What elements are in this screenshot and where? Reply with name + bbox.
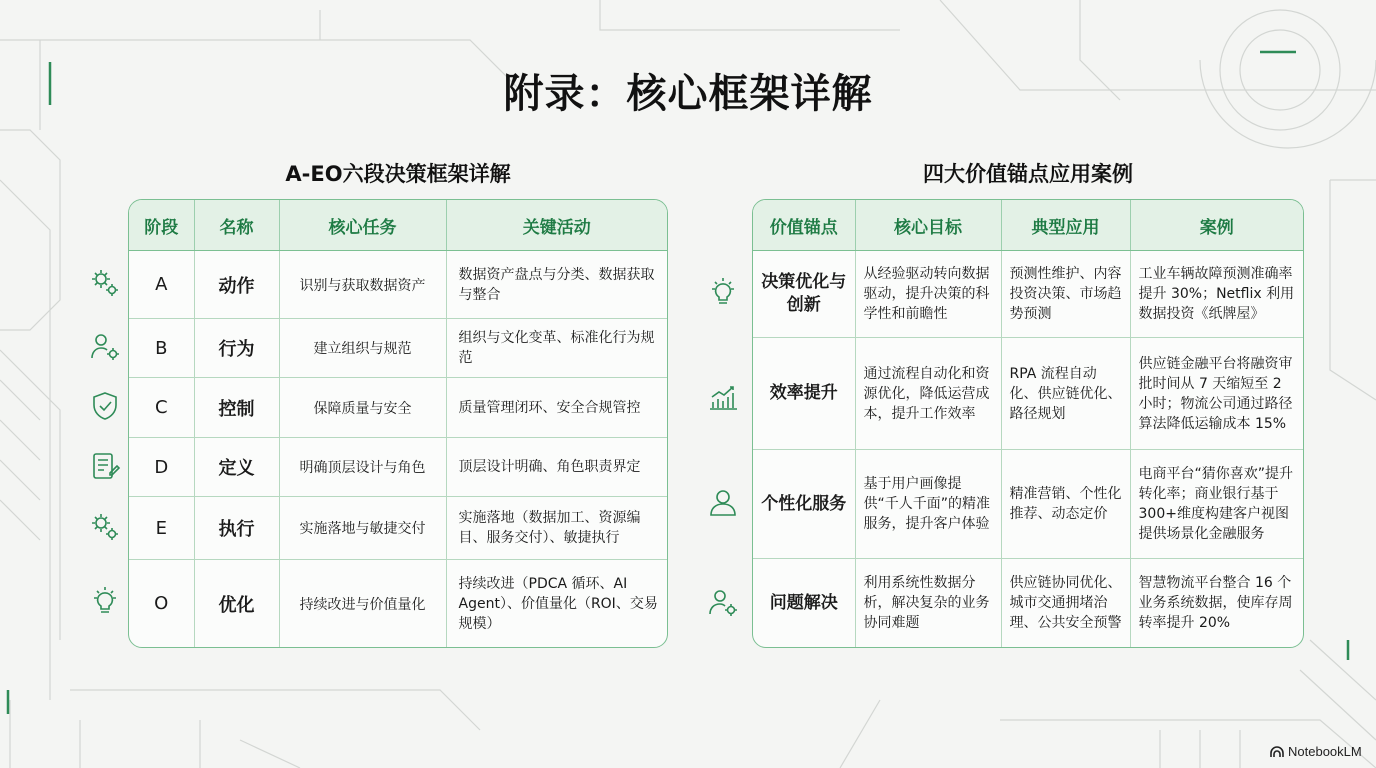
left-section-heading: A-EO六段决策框架详解 bbox=[285, 162, 511, 186]
user-icon bbox=[706, 486, 740, 520]
value-anchor: 效率提升 bbox=[753, 338, 855, 450]
table-row bbox=[129, 251, 667, 319]
key-activity: 质量管理闭环、安全合规管控 bbox=[446, 378, 667, 438]
shield-check-icon bbox=[88, 389, 122, 423]
case-example: 工业车辆故障预测准确率提升 30%；Netflix 利用数据投资《纸牌屋》 bbox=[1130, 251, 1303, 338]
table-row bbox=[129, 378, 667, 438]
stage-code: A bbox=[129, 251, 194, 319]
core-goal: 从经验驱动转向数据驱动，提升决策的科学性和前瞻性 bbox=[855, 251, 1001, 338]
table-row bbox=[753, 338, 1303, 450]
table-header: 阶段 bbox=[129, 200, 194, 251]
stage-code: C bbox=[129, 378, 194, 438]
aeo-framework-table bbox=[128, 199, 668, 648]
value-anchor: 个性化服务 bbox=[753, 450, 855, 559]
stage-code: D bbox=[129, 438, 194, 497]
stage-code: E bbox=[129, 497, 194, 560]
table-header: 名称 bbox=[194, 200, 279, 251]
key-activity: 数据资产盘点与分类、数据获取与整合 bbox=[446, 251, 667, 319]
value-anchor-table bbox=[752, 199, 1304, 648]
table-header: 案例 bbox=[1130, 200, 1303, 251]
bar-chart-icon bbox=[706, 380, 740, 414]
core-goal: 基于用户画像提供“千人千面”的精准服务，提升客户体验 bbox=[855, 450, 1001, 559]
stage-code: B bbox=[129, 319, 194, 378]
case-example: 智慧物流平台整合 16 个业务系统数据，使库存周转率提升 20% bbox=[1138, 575, 1293, 631]
table-header: 核心任务 bbox=[279, 200, 446, 251]
table-header: 关键活动 bbox=[446, 200, 667, 251]
document-edit-icon bbox=[88, 449, 122, 483]
core-goal: 通过流程自动化和资源优化，降低运营成本，提升工作效率 bbox=[855, 338, 1001, 450]
person-gear-icon bbox=[88, 330, 122, 364]
key-activity: 组织与文化变革、标准化行为规范 bbox=[446, 319, 667, 378]
lightbulb-gear-icon bbox=[88, 585, 122, 619]
page-title: 附录：核心框架详解 bbox=[503, 71, 873, 117]
stage-name: 定义 bbox=[194, 438, 279, 497]
table-row bbox=[129, 438, 667, 497]
gears-icon bbox=[88, 510, 122, 544]
stage-name: 控制 bbox=[194, 378, 279, 438]
stage-name: 动作 bbox=[194, 251, 279, 319]
stage-name: 优化 bbox=[194, 560, 279, 648]
core-task: 持续改进与价值量化 bbox=[279, 560, 446, 648]
typical-application: 预测性维护、内容投资决策、市场趋势预测 bbox=[1001, 251, 1130, 338]
core-goal: 利用系统性数据分析，解决复杂的业务协同难题 bbox=[855, 559, 1001, 648]
core-task: 明确顶层设计与角色 bbox=[279, 438, 446, 497]
case-example: 供应链金融平台将融资审批时间从 7 天缩短至 2 小时；物流公司通过路径算法降低运输成本 15% bbox=[1130, 338, 1303, 450]
key-activity: 持续改进（PDCA 循环、AI Agent）、价值量化（ROI、交易规模） bbox=[458, 575, 658, 632]
typical-application: 供应链协同优化、城市交通拥堵治理、公共安全预警 bbox=[1001, 559, 1130, 648]
lightbulb-icon bbox=[706, 276, 740, 310]
right-section-heading: 四大价值锚点应用案例 bbox=[923, 162, 1133, 186]
key-activity: 顶层设计明确、角色职责界定 bbox=[446, 438, 667, 497]
core-task: 实施落地与敏捷交付 bbox=[279, 497, 446, 560]
brand-name: NotebookLM bbox=[1288, 744, 1362, 759]
table-header: 典型应用 bbox=[1001, 200, 1130, 251]
typical-application: RPA 流程自动化、供应链优化、路径规划 bbox=[1001, 338, 1130, 450]
table-header: 核心目标 bbox=[855, 200, 1001, 251]
core-task: 保障质量与安全 bbox=[279, 378, 446, 438]
typical-application: 精准营销、个性化推荐、动态定价 bbox=[1001, 450, 1130, 559]
stage-name: 执行 bbox=[194, 497, 279, 560]
value-anchor: 决策优化与创新 bbox=[753, 251, 855, 338]
brand-logo bbox=[1270, 744, 1362, 759]
table-row bbox=[753, 251, 1303, 338]
table-row bbox=[129, 560, 667, 648]
table-row bbox=[753, 559, 1303, 648]
key-activity: 实施落地（数据加工、资源编目、服务交付）、敏捷执行 bbox=[446, 497, 667, 560]
stage-code: O bbox=[129, 560, 194, 648]
table-row bbox=[129, 319, 667, 378]
stage-name: 行为 bbox=[194, 319, 279, 378]
table-row bbox=[753, 450, 1303, 559]
case-example: 电商平台“猜你喜欢”提升转化率；商业银行基于300+维度构建客户视图提供场景化金融服务 bbox=[1130, 450, 1303, 559]
table-header: 价值锚点 bbox=[753, 200, 855, 251]
user-gear-icon bbox=[706, 586, 740, 620]
notebooklm-icon bbox=[1270, 746, 1284, 758]
value-anchor: 问题解决 bbox=[753, 559, 855, 648]
gears-icon bbox=[88, 266, 122, 300]
table-row bbox=[129, 497, 667, 560]
core-task: 建立组织与规范 bbox=[279, 319, 446, 378]
core-task: 识别与获取数据资产 bbox=[279, 251, 446, 319]
